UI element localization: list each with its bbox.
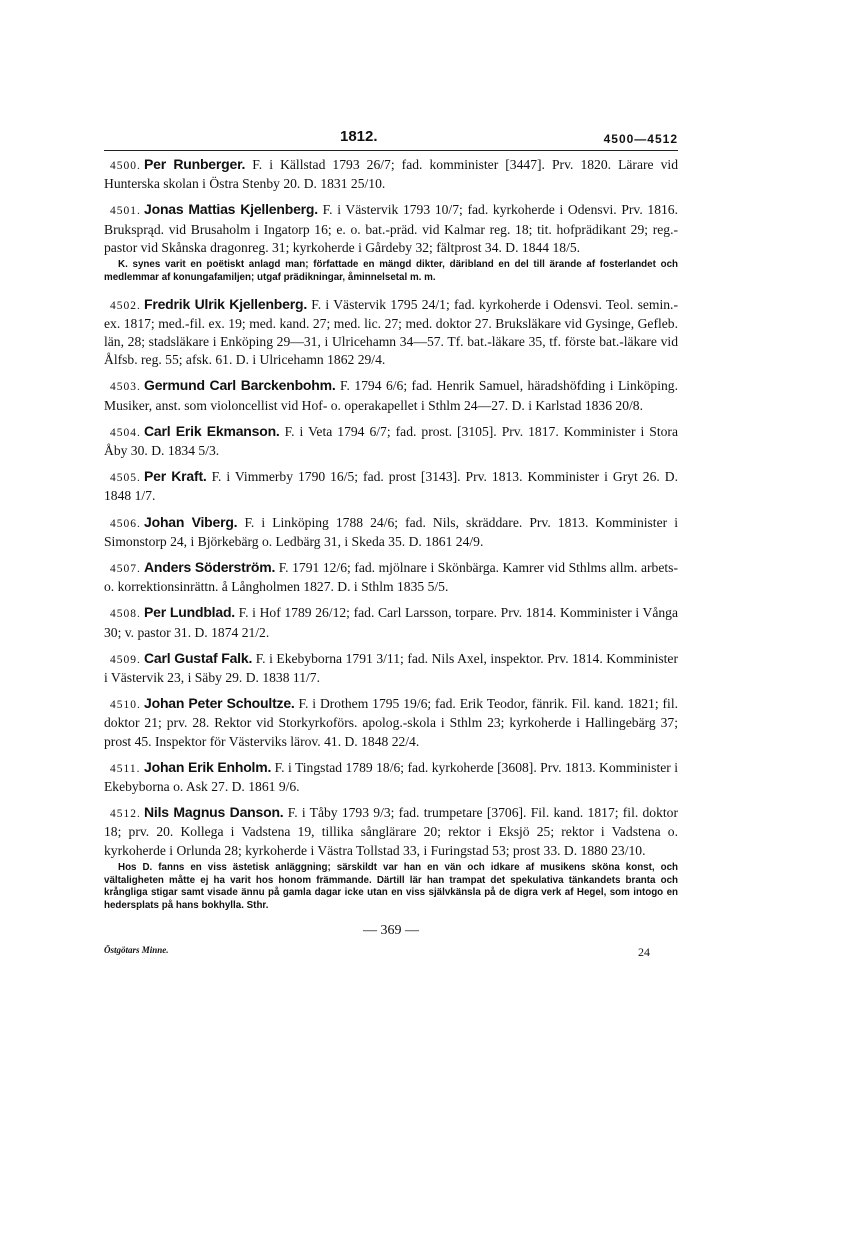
entry-note-text: K. synes varit en poëtiskt anlagd man; författade en mängd dikter, däribland en del till ärande af fosterlandet och medlemmar af konungafamiljen; utgaf prädikningar, åminnelsetal m. m. <box>104 259 678 283</box>
entry-name: Nils Magnus Danson. <box>144 804 284 821</box>
entry-number: 4503. <box>110 381 141 394</box>
entry-number: 4512. <box>110 808 141 821</box>
entry-text: F. i Västervik 1793 10/7; fad. kyrkoherde i Odensvi. Prv. 1816. Bruksprąd. vid Brusaholm i Ingatorp 16; e. o. bat.-präd. vid Kalmar reg. 18; tit. hofprädikant 29; reg.-pastor vid Skånska dragonreg. 31; kyrkoherde i Gårdeby 32; fältprost 34. D. 1844 18/5. <box>104 202 678 255</box>
entry-name: Per Lundblad. <box>144 604 235 621</box>
entry-text: F. i Vimmerby 1790 16/5; fad. prost [3143]. Prv. 1813. Komminister i Gryt 26. D. 1848 1/7. <box>104 469 678 504</box>
header-entry-range: 4500—4512 <box>603 132 678 146</box>
entry-number: 4502. <box>110 299 141 312</box>
biography-entry <box>104 155 678 193</box>
entry-name: Johan Erik Enholm. <box>144 758 272 775</box>
page-header <box>104 128 678 151</box>
entry-number: 4505. <box>110 472 141 485</box>
entry-list <box>104 155 678 913</box>
entry-number: 4511. <box>110 762 141 775</box>
footer-signature: Östgötars Minne. <box>104 945 169 956</box>
biography-entry <box>104 603 678 641</box>
entry-name: Germund Carl Barckenbohm. <box>144 377 336 394</box>
entry-text: F. i Hof 1789 26/12; fad. Carl Larsson, torpare. Prv. 1814. Komminister i Vånga 30; v. pastor 31. D. 1874 21/2. <box>104 605 678 640</box>
entry-number: 4501. <box>110 205 141 218</box>
entry-name: Carl Gustaf Falk. <box>144 649 253 666</box>
entry-text: F. i Västervik 1795 24/1; fad. kyrkoherde i Odensvi. Teol. semin.-ex. 1817; med.-fil. ex. 19; med. kand. 27; med. lic. 27; med. doktor 27. Bruksläkare vid Gysinge, Gefleb. län, 28; stadsläkare i Enköping 29—31, i Ulricehamn 34—57. Tf. bat.-läkare 35, tf. förste bat.-läkare vid Ålfsb. reg. 55; afsk. 61. D. i Ulricehamn 1862 29/4. <box>104 296 678 368</box>
entry-note <box>104 259 678 285</box>
entry-text: F. i Tåby 1793 9/3; fad. trumpetare [3706]. Fil. kand. 1817; fil. doktor 18; prv. 20. Kollega i Vadstena 19, tillika sånglärare 20; rektor i Eksjö 25; rektor i Vadstena o. kyrkoherde i Orlunda 28; kyrkoherde i Västra Tollstad 33, i Furingstad 53; prost 33. D. 1880 23/10. <box>104 805 678 858</box>
biography-entry <box>104 422 678 460</box>
footer-sheet-number: 24 <box>638 945 650 960</box>
entry-text: F. i Ekebyborna 1791 3/11; fad. Nils Axel, inspektor. Prv. 1814. Komminister i Västervik 23, i Säby 29. D. 1838 11/7. <box>104 650 678 686</box>
entry-text: F. i Veta 1794 6/7; fad. prost. [3105]. Prv. 1817. Komminister i Stora Åby 30. D. 1834 5/3. <box>104 423 678 459</box>
entry-text: F. i Tingstad 1789 18/6; fad. kyrkoherde [3608]. Prv. 1813. Komminister i Ekebyborna o. Ask 27. D. 1861 9/6. <box>104 759 679 795</box>
entry-name: Carl Erik Ekmanson. <box>144 422 280 439</box>
entry-text: F. i Linköping 1788 24/6; fad. Nils, skräddare. Prv. 1813. Komminister i Simonstorp 24, i Björkebärg o. Ledbärg 31, i Skeda 35. D. 1861 24/9. <box>104 514 678 549</box>
entry-number: 4510. <box>110 699 141 712</box>
entry-number: 4509. <box>110 653 141 666</box>
biography-entry <box>104 758 678 796</box>
biography-entry <box>104 295 678 370</box>
entry-number: 4504. <box>110 426 141 439</box>
entry-name: Anders Söderström. <box>144 559 276 576</box>
entry-number: 4507. <box>110 563 141 576</box>
entry-text: F. i Drothem 1795 19/6; fad. Erik Teodor, fänrik. Fil. kand. 1821; fil. doktor 21; prv. 28. Rektor vid Storkyrkoförs. apolog.-skola i Sthlm 23; kyrkoherde i Hallingebärg 37; prost 45. Inspektor för Västerviks lärov. 41. D. 1848 22/4. <box>104 696 678 749</box>
biography-entry <box>104 200 678 257</box>
entry-text: F. 1794 6/6; fad. Henrik Samuel, häradshöfding i Linköping. Musiker, anst. som violoncellist vid Hof- o. operakapellet i Sthlm 24—27. D. i Karlstad 1836 20/8. <box>104 378 678 413</box>
entry-name: Fredrik Ulrik Kjellenberg. <box>144 295 308 312</box>
entry-name: Jonas Mattias Kjellenberg. <box>144 201 318 218</box>
entry-name: Johan Peter Schoultze. <box>144 695 295 712</box>
biography-entry <box>104 803 678 860</box>
entry-name: Per Kraft. <box>144 468 207 485</box>
entry-number: 4500. <box>110 160 141 172</box>
entry-note-text: Hos D. fanns en viss ästetisk anläggning; särskildt var han en vän och idkare af musikens sköna konst, och vältaligheten måtte ej ha varit hos honom främmande. Därtill lär han trampat det spekulativa tänkandets branta och krångliga stigar samt visade ännu på gamla dagar icke utan en viss självkänsla på de digra verk af Hegel, som intogo en hedersplats på hans bokhylla. Sthr. <box>104 861 678 912</box>
entry-text: F. i Källstad 1793 26/7; fad. komminister [3447]. Prv. 1820. Lärare vid Hunterska skolan i Östra Stenby 20. D. 1831 25/10. <box>104 157 678 192</box>
page-footer <box>104 945 678 965</box>
entry-note <box>104 862 678 913</box>
entry-name: Per Runberger. <box>144 156 246 172</box>
biography-entry <box>104 649 678 687</box>
biography-entry <box>104 513 678 551</box>
entry-name: Johan Viberg. <box>144 513 238 530</box>
biography-entry <box>104 694 678 751</box>
biography-entry <box>104 558 678 596</box>
entry-number: 4508. <box>110 608 141 621</box>
entry-text: F. 1791 12/6; fad. mjölnare i Skönbärga. Kamrer vid Sthlms allm. arbets- o. korrektionsinrättn. å Långholmen 1827. D. i Sthlm 1835 5/5. <box>104 560 678 595</box>
biography-entry <box>104 376 678 414</box>
page-number: — 369 — <box>363 923 419 939</box>
biography-entry <box>104 467 678 505</box>
document-page <box>104 128 678 965</box>
entry-number: 4506. <box>110 517 141 530</box>
header-year: 1812. <box>340 128 378 145</box>
